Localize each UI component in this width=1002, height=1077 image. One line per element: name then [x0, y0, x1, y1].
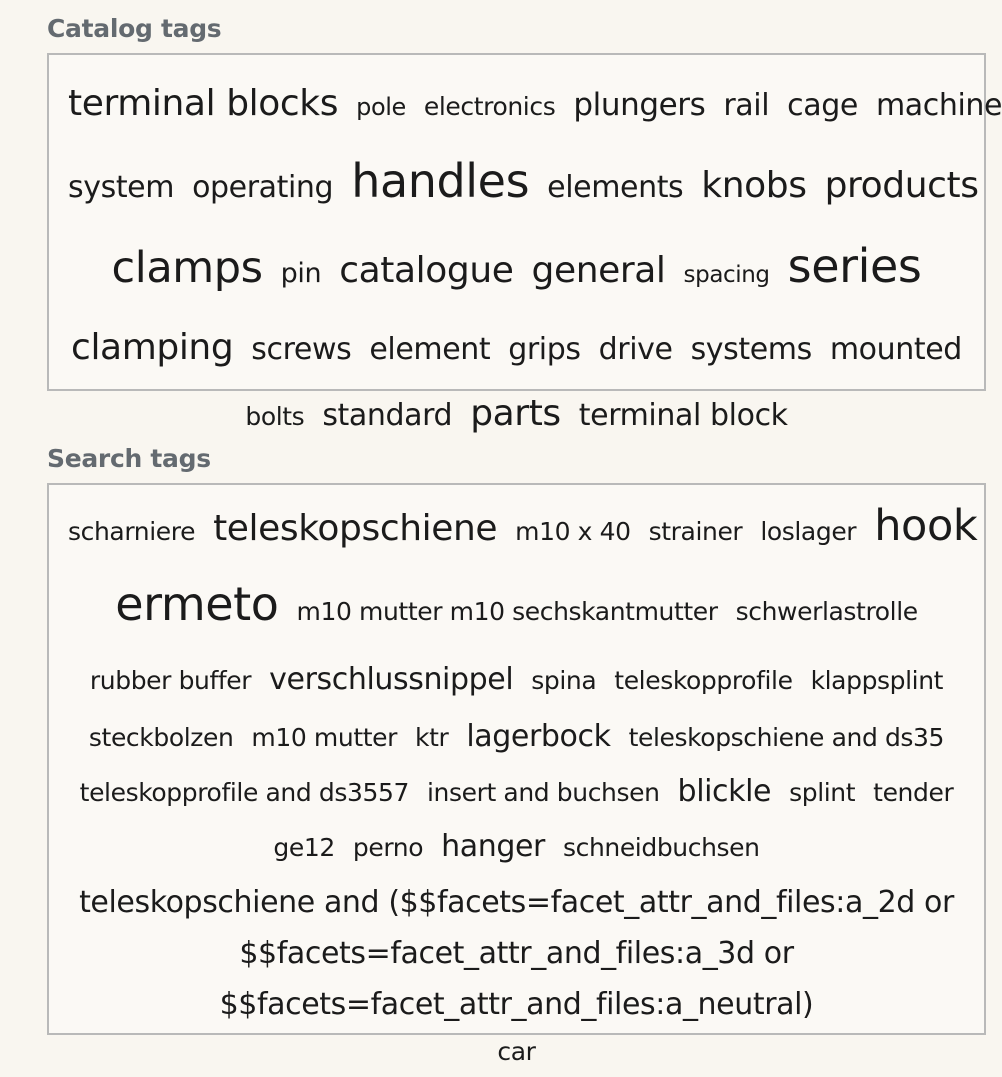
tag-link-drive[interactable]: drive [598, 332, 673, 367]
tag-link-standard[interactable]: standard [322, 398, 453, 433]
tag-link-schneidbuchsen[interactable]: schneidbuchsen [562, 833, 760, 862]
tag-link-m10-mutter[interactable]: m10 mutter [251, 723, 397, 752]
tag-link-schwerlastrolle[interactable]: schwerlastrolle [735, 597, 918, 626]
tag-link-general[interactable]: general [531, 250, 666, 291]
tag-link-perno[interactable]: perno [352, 833, 424, 862]
tag-link-clamping[interactable]: clamping [71, 327, 234, 368]
tag-link-car[interactable]: car [497, 1037, 536, 1066]
tag-link-ge12[interactable]: ge12 [273, 833, 335, 862]
tag-link-products[interactable]: products [824, 165, 979, 206]
search-tags-heading: Search tags [47, 444, 211, 473]
tag-link-line: $$facets=facet_attr_and_files:a_3d or [239, 936, 794, 971]
tag-link-blickle[interactable]: blickle [677, 774, 772, 809]
tag-link-tender[interactable]: tender [873, 778, 954, 807]
tag-link-verschlussnippel[interactable]: verschlussnippel [269, 662, 514, 697]
tag-link-machine[interactable]: machine [875, 88, 1002, 123]
tag-link-handles[interactable]: handles [351, 154, 530, 208]
tag-link-terminal-blocks[interactable]: terminal blocks [68, 83, 339, 124]
tag-row [59, 228, 974, 315]
tag-link-hook[interactable]: hook [874, 501, 978, 551]
tag-row [59, 1030, 974, 1077]
tag-link-element[interactable]: element [369, 332, 491, 367]
tag-link-teleskopschiene-and-ds35[interactable]: teleskopschiene and ds35 [628, 723, 945, 752]
tag-link-pole[interactable]: pole [356, 93, 406, 121]
tag-link-bolts[interactable]: bolts [245, 402, 305, 431]
tag-link-terminal-block[interactable]: terminal block [578, 398, 788, 433]
tag-link-parts[interactable]: parts [470, 393, 561, 434]
tag-link-ermeto[interactable]: ermeto [115, 577, 279, 631]
tag-link-spacing[interactable]: spacing [683, 262, 770, 288]
tag-link-ktr[interactable]: ktr [415, 723, 449, 752]
tag-link-knobs[interactable]: knobs [701, 165, 807, 206]
tag-row [59, 315, 974, 387]
tag-row [59, 566, 974, 653]
tag-link-systems[interactable]: systems [690, 332, 812, 367]
tag-link-plungers[interactable]: plungers [573, 87, 706, 123]
tag-link-steckbolzen[interactable]: steckbolzen [88, 723, 234, 752]
tag-link-strainer[interactable]: strainer [648, 517, 743, 546]
tag-row [59, 767, 974, 821]
tag-link-rubber-buffer[interactable]: rubber buffer [89, 666, 252, 695]
tag-link-mounted[interactable]: mounted [829, 332, 962, 367]
tag-link-insert-and-buchsen[interactable]: insert and buchsen [426, 778, 660, 807]
tag-row [59, 711, 974, 767]
tag-link-spina[interactable]: spina [531, 666, 597, 695]
search-tag-cloud [47, 483, 986, 1066]
tag-link-pin[interactable]: pin [280, 258, 322, 289]
tag-link-klappsplint[interactable]: klappsplint [810, 666, 944, 695]
tag-row [59, 653, 974, 711]
tag-link-m10-x-40[interactable]: m10 x 40 [515, 517, 631, 546]
tag-link-elements[interactable]: elements [547, 170, 684, 205]
tag-link-operating[interactable]: operating [192, 170, 334, 205]
tag-row [59, 495, 978, 566]
tag-link-grips[interactable]: grips [508, 332, 581, 367]
tag-row [59, 145, 979, 228]
tag-link-lagerbock[interactable]: lagerbock [466, 719, 611, 754]
tag-link-rail[interactable]: rail [723, 88, 770, 123]
tag-link-teleskopschiene[interactable]: teleskopschiene [213, 508, 498, 549]
tag-link-cage[interactable]: cage [787, 88, 858, 123]
tag-link-catalogue[interactable]: catalogue [339, 250, 514, 291]
tag-link-hanger[interactable]: hanger [441, 829, 545, 864]
tag-row [59, 387, 974, 447]
tag-link-teleskopschiene-facets-query[interactable] [59, 877, 974, 1030]
tag-row [59, 821, 974, 877]
tag-link-m10-mutter-m10-sechskantmutter[interactable]: m10 mutter m10 sechskantmutter [296, 597, 718, 626]
tag-row [59, 69, 1002, 145]
catalog-tag-cloud [47, 53, 1002, 434]
tag-link-line: teleskopschiene and ($$facets=facet_attr_and_files:a_2d or [79, 885, 954, 920]
tag-link-screws[interactable]: screws [251, 332, 352, 367]
tag-link-electronics[interactable]: electronics [423, 92, 556, 121]
tag-link-teleskopprofile-and-ds3557[interactable]: teleskopprofile and ds3557 [79, 778, 409, 807]
tag-link-system[interactable]: system [68, 170, 175, 205]
tag-link-line: $$facets=facet_attr_and_files:a_neutral) [219, 987, 814, 1022]
tag-link-teleskopprofile[interactable]: teleskopprofile [614, 666, 793, 695]
tag-link-series[interactable]: series [787, 239, 922, 293]
tag-link-scharniere[interactable]: scharniere [68, 517, 196, 546]
tag-link-splint[interactable]: splint [789, 778, 856, 807]
tag-link-loslager[interactable]: loslager [760, 517, 857, 546]
tag-link-clamps[interactable]: clamps [111, 243, 263, 293]
catalog-tags-heading: Catalog tags [47, 14, 222, 43]
